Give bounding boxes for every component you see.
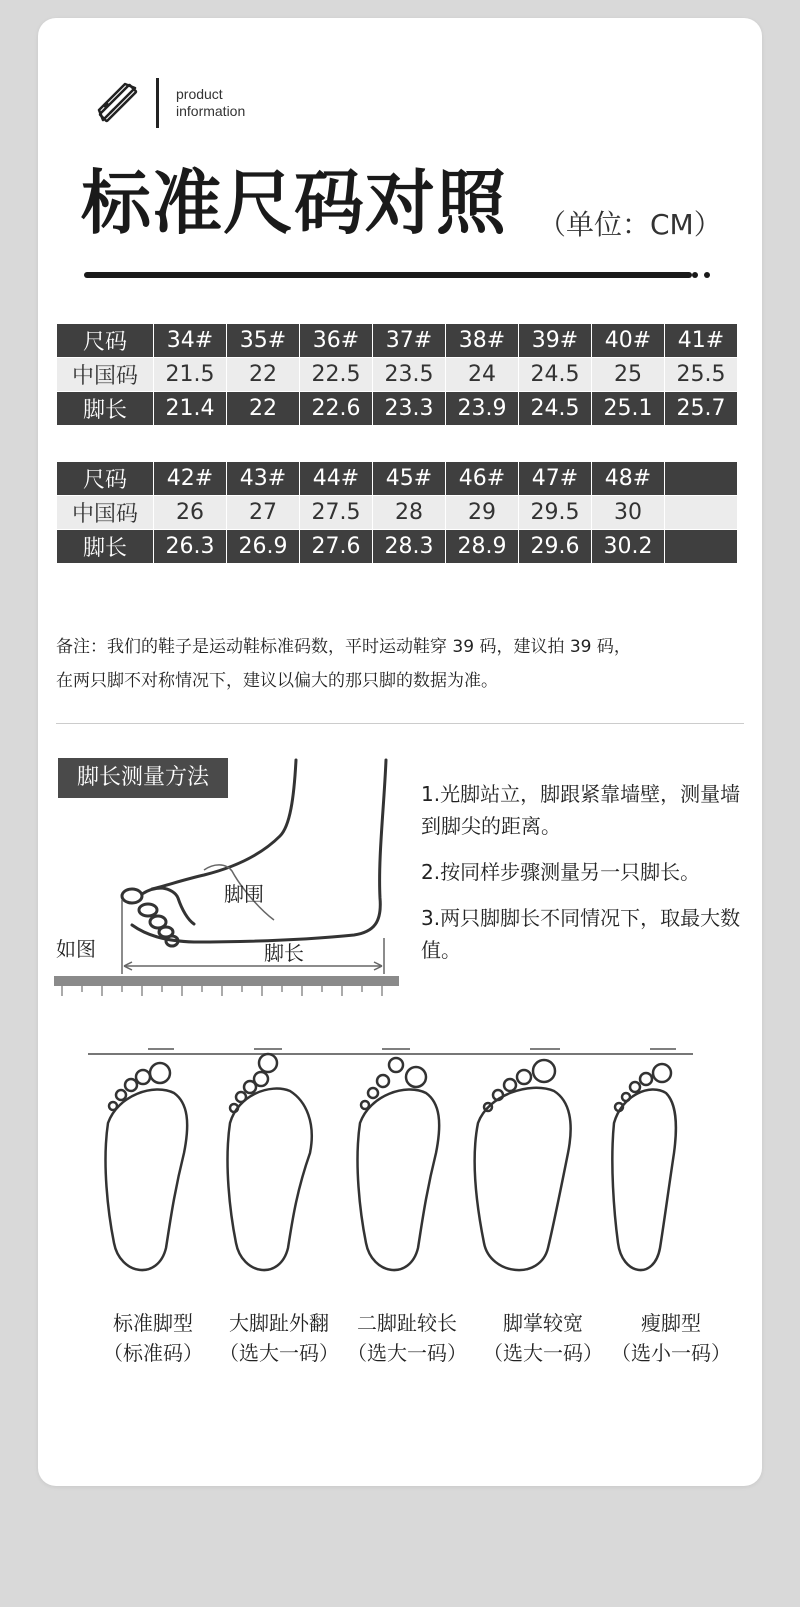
unit-label: （单位：CM）: [538, 208, 722, 241]
table-cell: 22.6: [300, 392, 373, 426]
slim-foot-icon: [612, 1090, 676, 1271]
table-cell: 48#: [592, 462, 665, 496]
foot-type-advice: （选大一码）: [483, 1341, 603, 1365]
foot-type-name: 二脚趾较长: [357, 1311, 457, 1335]
product-info-card: [38, 18, 762, 1486]
table-cell: 29.6: [519, 530, 592, 564]
table-cell: 28: [373, 496, 446, 530]
as-shown-label: 如图: [56, 937, 96, 961]
table-cell: 26.9: [227, 530, 300, 564]
table-cell: 28.9: [446, 530, 519, 564]
table-cell: 27: [227, 496, 300, 530]
table-row-foot-length: [57, 530, 738, 564]
instruction-step: 3.两只脚脚长不同情况下，取最大数值。: [421, 906, 741, 962]
table-cell: [665, 530, 738, 564]
wide-foot-icon: [475, 1088, 571, 1270]
length-label: 脚长: [264, 941, 304, 965]
table-cell: 26.3: [154, 530, 227, 564]
table-cell: 30.2: [592, 530, 665, 564]
table-cell: 24.5: [519, 392, 592, 426]
table-row-china-size: [57, 358, 738, 392]
long-second-toe-foot-icon: [358, 1090, 440, 1271]
table-cell: [665, 462, 738, 496]
row-header: 尺码: [57, 462, 154, 496]
table-cell: 21.5: [154, 358, 227, 392]
table-cell: 21.4: [154, 392, 227, 426]
foot-type-advice: （选大一码）: [219, 1341, 339, 1365]
foot-type-advice: （选大一码）: [347, 1341, 467, 1365]
table-cell: 29: [446, 496, 519, 530]
table-cell: 24: [446, 358, 519, 392]
foot-type-name: 瘦脚型: [641, 1311, 701, 1335]
table-row-china-size: [57, 496, 738, 530]
foot-type-advice: （标准码）: [103, 1341, 203, 1365]
table-cell: 44#: [300, 462, 373, 496]
decor-dot: [692, 272, 698, 278]
size-table-2: [56, 461, 738, 564]
table-cell: 43#: [227, 462, 300, 496]
foot-type-advice: （选小一码）: [611, 1341, 731, 1365]
table-cell: 35#: [227, 324, 300, 358]
table-row-foot-length: [57, 392, 738, 426]
ruler-pencil-icon: [93, 78, 143, 128]
table-cell: 25.1: [592, 392, 665, 426]
table-cell: 27.5: [300, 496, 373, 530]
table-cell: 28.3: [373, 530, 446, 564]
row-header: 中国码: [57, 496, 154, 530]
table-cell: [665, 496, 738, 530]
table-cell: 45#: [373, 462, 446, 496]
measure-method-label: 脚长测量方法: [58, 758, 228, 798]
table-cell: 24.5: [519, 358, 592, 392]
table-cell: 22: [227, 392, 300, 426]
table-cell: 41#: [665, 324, 738, 358]
row-header: 脚长: [57, 530, 154, 564]
foot-type-wide: [478, 1308, 608, 1368]
logo-text-line1: product: [176, 86, 223, 102]
table-cell: 29.5: [519, 496, 592, 530]
instruction-step: 1.光脚站立，脚跟紧靠墙壁，测量墙到脚尖的距离。: [421, 782, 741, 838]
table-cell: 25.5: [665, 358, 738, 392]
standard-foot-icon: [106, 1090, 188, 1271]
table-cell: 37#: [373, 324, 446, 358]
table-cell: 26: [154, 496, 227, 530]
table-cell: 46#: [446, 462, 519, 496]
table-cell: 36#: [300, 324, 373, 358]
size-note: [56, 630, 631, 698]
table-cell: 23.5: [373, 358, 446, 392]
table-cell: 30: [592, 496, 665, 530]
foot-type-name: 大脚趾外翻: [229, 1311, 329, 1335]
note-line-1: 备注：我们的鞋子是运动鞋标准码数，平时运动鞋穿 39 码，建议拍 39 码，: [56, 637, 631, 657]
foot-types-illustration: [78, 1043, 708, 1303]
section-divider: [56, 723, 744, 724]
table-cell: 38#: [446, 324, 519, 358]
table-cell: 40#: [592, 324, 665, 358]
row-header: 中国码: [57, 358, 154, 392]
table-cell: 23.9: [446, 392, 519, 426]
measure-instructions: [421, 778, 751, 980]
page-title: 标准尺码对照: [81, 162, 507, 244]
table-cell: 47#: [519, 462, 592, 496]
foot-type-slim: [606, 1308, 736, 1368]
foot-type-long-second-toe: [342, 1308, 472, 1368]
logo-text: [176, 86, 245, 120]
table-cell: 22: [227, 358, 300, 392]
foot-type-bunion: [214, 1308, 344, 1368]
table-cell: 39#: [519, 324, 592, 358]
size-table-1: [56, 323, 738, 426]
decor-dot: [704, 272, 710, 278]
table-cell: 34#: [154, 324, 227, 358]
foot-type-name: 脚掌较宽: [503, 1311, 583, 1335]
table-cell: 22.5: [300, 358, 373, 392]
foot-type-name: 标准脚型: [113, 1311, 193, 1335]
row-header: 尺码: [57, 324, 154, 358]
table-cell: 23.3: [373, 392, 446, 426]
row-header: 脚长: [57, 392, 154, 426]
note-line-2: 在两只脚不对称情况下，建议以偏大的那只脚的数据为准。: [56, 671, 498, 691]
instruction-step: 2.按同样步骤测量另一只脚长。: [421, 860, 701, 884]
table-cell: 42#: [154, 462, 227, 496]
table-cell: 27.6: [300, 530, 373, 564]
table-row-size: [57, 324, 738, 358]
logo-text-line2: information: [176, 103, 246, 119]
girth-label: 脚围: [224, 882, 264, 906]
table-cell: 25: [592, 358, 665, 392]
foot-type-standard: [88, 1308, 218, 1368]
title-underline: [84, 272, 692, 278]
logo-divider: [156, 78, 159, 128]
table-row-size: [57, 462, 738, 496]
table-cell: 25.7: [665, 392, 738, 426]
bunion-foot-icon: [228, 1089, 312, 1270]
